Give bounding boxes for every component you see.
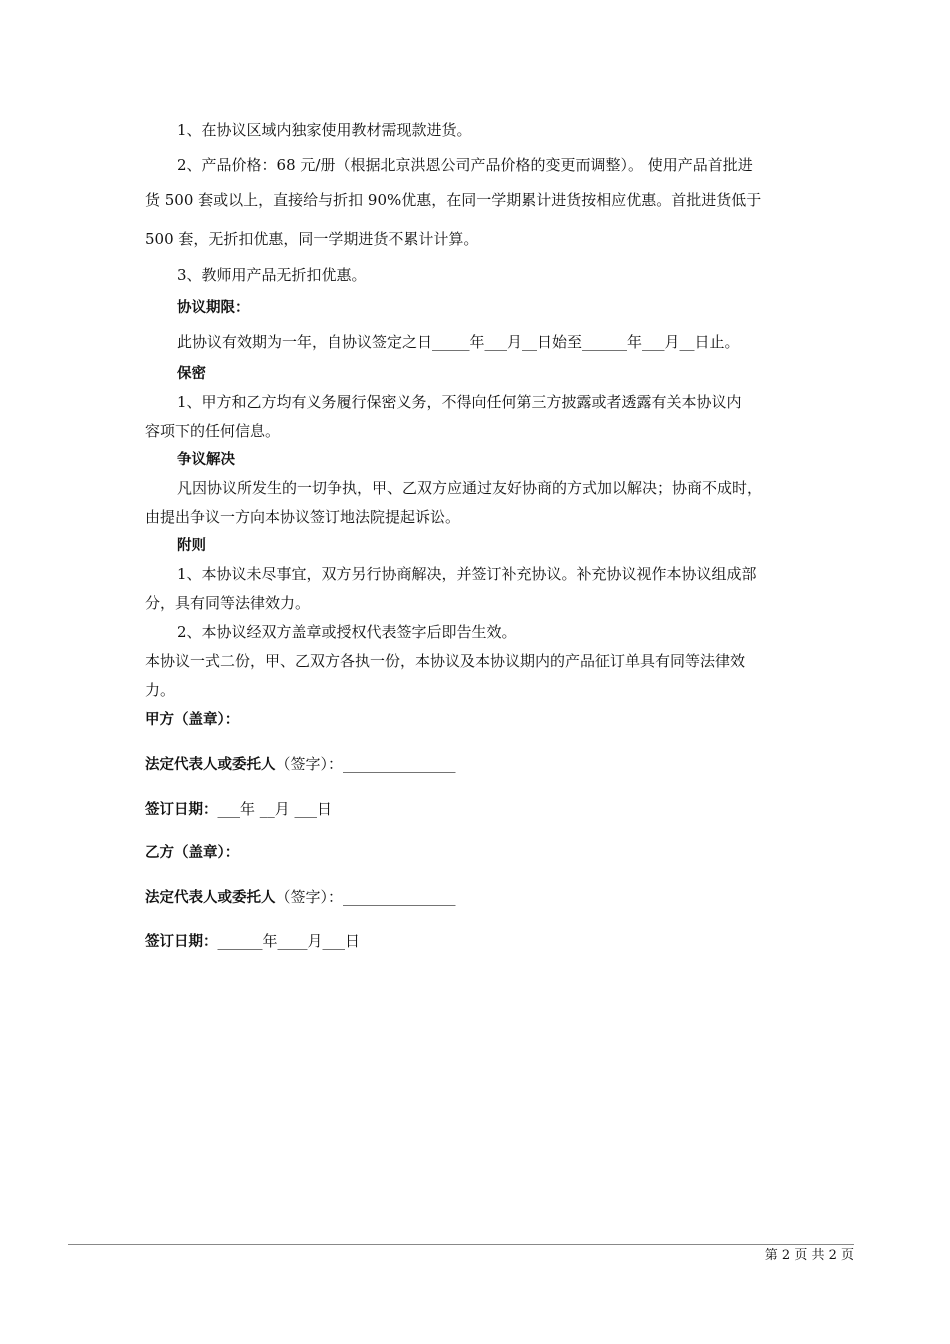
confidential-heading: 保密 — [177, 366, 206, 382]
party-a-date-blank: ___年 __月 ___日 — [217, 800, 333, 818]
party-a-rep-label: 法定代表人或委托人 — [145, 757, 276, 773]
party-b-representative — [145, 887, 456, 908]
confidential-line-2: 容项下的任何信息。 — [145, 422, 281, 440]
party-b-date-blank: ______年____月___日 — [217, 932, 361, 950]
term-text: 此协议有效期为一年，自协议签定之日_____年___月__日始至______年___月__日止。 — [177, 333, 740, 351]
party-b-rep-label: 法定代表人或委托人 — [145, 890, 276, 906]
pricing-item-2-line-2: 货 500 套或以上，直接给与折扣 90%优惠，在同一学期累计进货按相应优惠。首批进货低于 — [145, 191, 762, 209]
dispute-heading: 争议解决 — [177, 452, 235, 468]
party-b-rep-sign-line: （签字）：_______________ — [275, 888, 456, 906]
party-a-date — [145, 799, 332, 820]
copies-line-2: 力。 — [145, 681, 176, 699]
page-number: 第 2 页 共 2 页 — [764, 1248, 854, 1263]
party-a-date-label: 签订日期： — [145, 802, 218, 818]
supplementary-item-1-line-1: 1、本协议未尽事宜，双方另行协商解决，并签订补充协议。补充协议视作本协议组成部 — [177, 565, 757, 583]
pricing-item-2-line-3: 500 套，无折扣优惠，同一学期进货不累计计算。 — [145, 230, 479, 248]
party-b-date-label: 签订日期： — [145, 934, 218, 950]
supplementary-item-2: 2、本协议经双方盖章或授权代表签字后即告生效。 — [177, 623, 517, 641]
supplementary-item-1-line-2: 分，具有同等法律效力。 — [145, 594, 311, 612]
pricing-item-3: 3、教师用产品无折扣优惠。 — [177, 266, 367, 284]
footer-divider — [68, 1244, 854, 1245]
supplementary-heading: 附则 — [177, 538, 206, 554]
copies-line-1: 本协议一式二份，甲、乙双方各执一份，本协议及本协议期内的产品征订单具有同等法律效 — [145, 652, 746, 670]
term-heading: 协议期限： — [177, 300, 250, 316]
party-a-representative — [145, 754, 456, 775]
dispute-line-2: 由提出争议一方向本协议签订地法院提起诉讼。 — [145, 508, 461, 526]
party-b-seal: 乙方（盖章）： — [145, 845, 240, 861]
party-b-date — [145, 931, 360, 952]
party-a-seal: 甲方（盖章）： — [145, 712, 240, 728]
party-a-rep-sign-line: （签字）：_______________ — [275, 755, 456, 773]
confidential-line-1: 1、甲方和乙方均有义务履行保密义务，不得向任何第三方披露或者透露有关本协议内 — [177, 393, 742, 411]
pricing-item-1: 1、在协议区域内独家使用教材需现款进货。 — [177, 121, 472, 139]
dispute-line-1: 凡因协议所发生的一切争执，甲、乙双方应通过友好协商的方式加以解决；协商不成时， — [177, 479, 763, 497]
pricing-item-2-line-1: 2、产品价格：68 元/册（根据北京洪恩公司产品价格的变更而调整）。 使用产品首批进 — [177, 156, 753, 174]
